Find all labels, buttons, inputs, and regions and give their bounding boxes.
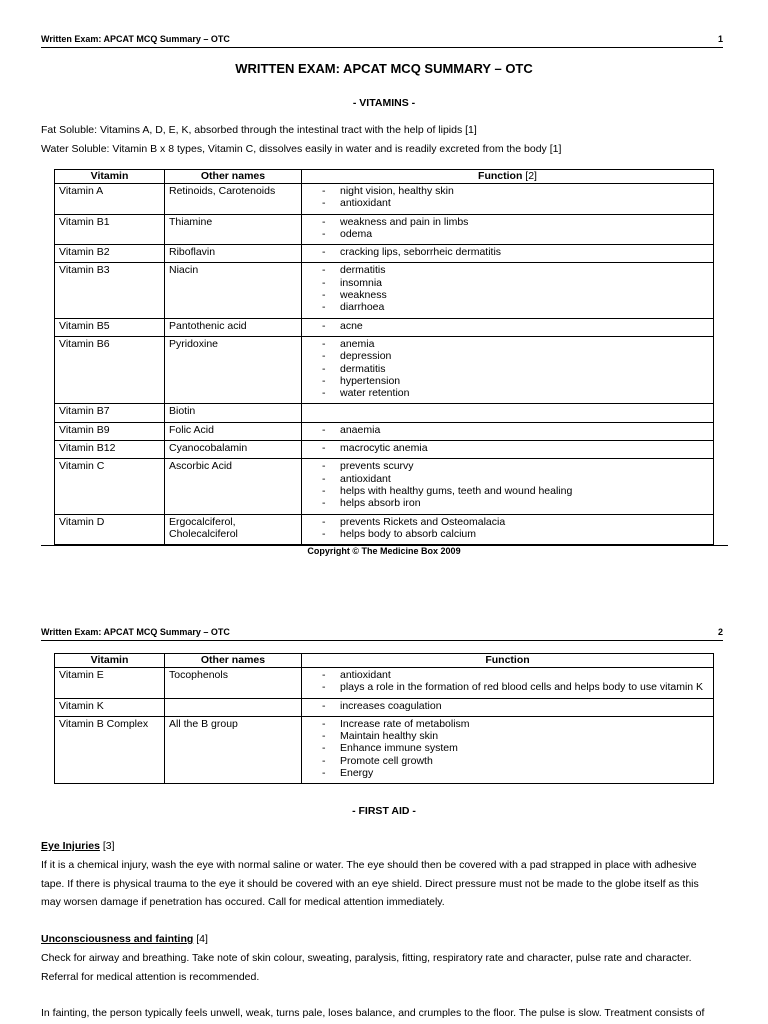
cell-function (302, 318, 714, 336)
cell-vitamin: Vitamin A (55, 184, 165, 215)
table-row (55, 441, 714, 459)
running-header (41, 34, 723, 48)
table-row (55, 459, 714, 514)
function-item: - antioxidant (322, 669, 709, 681)
cell-vitamin: Vitamin K (55, 698, 165, 716)
function-item: - Energy (322, 767, 709, 779)
cell-function (302, 422, 714, 440)
function-list (306, 516, 709, 541)
table-row (55, 214, 714, 245)
function-list (306, 424, 709, 436)
function-item: - prevents Rickets and Osteomalacia (322, 516, 709, 528)
function-item: - prevents scurvy (322, 460, 709, 472)
function-item: - depression (322, 350, 709, 362)
cell-function (302, 459, 714, 514)
function-item: - odema (322, 228, 709, 240)
function-item: - helps with healthy gums, teeth and wound healing (322, 485, 709, 497)
text-line: tape. If there is physical trauma to the eye it should be covered with an eye shield. Direct pressure must not be made to the globe itself as this (41, 877, 699, 890)
function-item: - hypertension (322, 375, 709, 387)
table-header-row (55, 654, 714, 668)
cell-vitamin: Vitamin B1 (55, 214, 165, 245)
eye-injuries-heading: Eye Injuries [3] (41, 840, 115, 852)
table-row (55, 184, 714, 215)
cell-other-names: Pantothenic acid (165, 318, 302, 336)
table-header-row (55, 170, 714, 184)
function-item: - cracking lips, seborrheic dermatitis (322, 246, 709, 258)
cell-vitamin: Vitamin B3 (55, 263, 165, 318)
vitamins-heading: - VITAMINS - (352, 97, 416, 109)
cell-vitamin: Vitamin E (55, 668, 165, 699)
cell-function (302, 441, 714, 459)
function-item: - night vision, healthy skin (322, 185, 709, 197)
page-number: 2 (717, 627, 723, 637)
cell-other-names: Ascorbic Acid (165, 459, 302, 514)
function-item: - water retention (322, 387, 709, 399)
cell-function (302, 668, 714, 699)
function-item: - helps body to absorb calcium (322, 528, 709, 540)
cell-other-names: Tocophenols (165, 668, 302, 699)
function-item: - weakness (322, 289, 709, 301)
function-item: - anaemia (322, 424, 709, 436)
cell-other-names: Retinoids, Carotenoids (165, 184, 302, 215)
function-item: - Promote cell growth (322, 755, 709, 767)
cell-vitamin: Vitamin B2 (55, 245, 165, 263)
function-list (306, 338, 709, 399)
function-list (306, 264, 709, 313)
cell-other-names: Biotin (165, 404, 302, 422)
vitamins-table (54, 169, 714, 545)
cell-other-names: Folic Acid (165, 422, 302, 440)
function-item: - antioxidant (322, 473, 709, 485)
function-list (306, 460, 709, 509)
function-item: - diarrhoea (322, 301, 709, 313)
function-item: - dermatitis (322, 363, 709, 375)
unconsciousness-heading: Unconsciousness and fainting [4] (41, 933, 208, 945)
col-header-other-names: Other names (165, 654, 302, 668)
page-2 (0, 600, 768, 1024)
text-line: Check for airway and breathing. Take note of skin colour, sweating, paralysis, fitting, respiratory rate and character, pulse rate and character. (41, 952, 692, 964)
cell-other-names: Niacin (165, 263, 302, 318)
header-title: Written Exam: APCAT MCQ Summary – OTC (41, 627, 230, 637)
function-item: - plays a role in the formation of red blood cells and helps body to use vitamin K (322, 681, 709, 693)
text-line: In fainting, the person typically feels unwell, weak, turns pale, loses balance, and crumples to the floor. The pulse is slow. Treatment consists of (41, 1007, 705, 1019)
function-item: - Maintain healthy skin (322, 730, 709, 742)
fainting-text (41, 1004, 725, 1023)
function-list (306, 700, 709, 712)
cell-vitamin: Vitamin C (55, 459, 165, 514)
header-title: Written Exam: APCAT MCQ Summary – OTC (41, 34, 230, 44)
table-row (55, 514, 714, 545)
table-row (55, 336, 714, 403)
function-list (306, 669, 709, 694)
cell-vitamin: Vitamin B6 (55, 336, 165, 403)
function-list (306, 320, 709, 332)
function-item: - anemia (322, 338, 709, 350)
function-item: - increases coagulation (322, 700, 709, 712)
cell-function (302, 336, 714, 403)
table-row (55, 422, 714, 440)
cell-other-names: All the B group (165, 716, 302, 783)
eye-injuries-text (41, 856, 725, 912)
col-header-other-names: Other names (165, 170, 302, 184)
page-number: 1 (717, 34, 723, 44)
cell-other-names: Ergocalciferol, Cholecalciferol (165, 514, 302, 545)
table-row (55, 263, 714, 318)
cell-other-names (165, 698, 302, 716)
function-item: - helps absorb iron (322, 497, 709, 509)
cell-function (302, 263, 714, 318)
function-item: - acne (322, 320, 709, 332)
cell-vitamin: Vitamin B7 (55, 404, 165, 422)
function-item: - macrocytic anemia (322, 442, 709, 454)
function-item: - dermatitis (322, 264, 709, 276)
function-list (306, 185, 709, 210)
document-title: WRITTEN EXAM: APCAT MCQ SUMMARY – OTC (235, 61, 533, 76)
col-header-function: Function [2] (302, 170, 714, 184)
function-item: - weakness and pain in limbs (322, 216, 709, 228)
function-list (306, 718, 709, 779)
first-aid-heading: - FIRST AID - (352, 805, 416, 817)
cell-other-names: Pyridoxine (165, 336, 302, 403)
table-row (55, 668, 714, 699)
function-list (306, 442, 709, 454)
text-line: If it is a chemical injury, wash the eye with normal saline or water. The eye should then be covered with a pad strapped in place with adhesive (41, 859, 697, 871)
cell-function (302, 245, 714, 263)
cell-vitamin: Vitamin D (55, 514, 165, 545)
cell-other-names: Cyanocobalamin (165, 441, 302, 459)
table-row (55, 404, 714, 422)
cell-function (302, 214, 714, 245)
text-line: Referral for medical attention is recommended. (41, 970, 260, 983)
function-list (306, 216, 709, 241)
unconsciousness-text (41, 949, 725, 986)
table-row (55, 716, 714, 783)
table-row (55, 698, 714, 716)
function-item: - antioxidant (322, 197, 709, 209)
fat-soluble-line: Fat Soluble: Vitamins A, D, E, K, absorbed through the intestinal tract with the help of lipids [1] (41, 124, 477, 136)
cell-function (302, 716, 714, 783)
water-soluble-line: Water Soluble: Vitamin B x 8 types, Vitamin C, dissolves easily in water and is readily excreted from the body [1] (41, 143, 562, 155)
function-item: - Increase rate of metabolism (322, 718, 709, 730)
text-line: may worsen damage if penetration has occured. Call for medical attention immediately. (41, 896, 445, 908)
cell-other-names: Riboflavin (165, 245, 302, 263)
running-header (41, 627, 723, 641)
cell-function (302, 514, 714, 545)
cell-function (302, 698, 714, 716)
cell-other-names: Thiamine (165, 214, 302, 245)
cell-function (302, 184, 714, 215)
col-header-vitamin: Vitamin (55, 170, 165, 184)
table-row (55, 318, 714, 336)
copyright: Copyright © The Medicine Box 2009 (307, 546, 461, 556)
function-list (306, 246, 709, 258)
function-item: - insomnia (322, 277, 709, 289)
cell-function (302, 404, 714, 422)
cell-vitamin: Vitamin B12 (55, 441, 165, 459)
col-header-function: Function (302, 654, 714, 668)
vitamins-table-continued (54, 653, 714, 784)
cell-vitamin: Vitamin B Complex (55, 716, 165, 783)
table-row (55, 245, 714, 263)
cell-vitamin: Vitamin B5 (55, 318, 165, 336)
col-header-vitamin: Vitamin (55, 654, 165, 668)
cell-vitamin: Vitamin B9 (55, 422, 165, 440)
function-item: - Enhance immune system (322, 742, 709, 754)
